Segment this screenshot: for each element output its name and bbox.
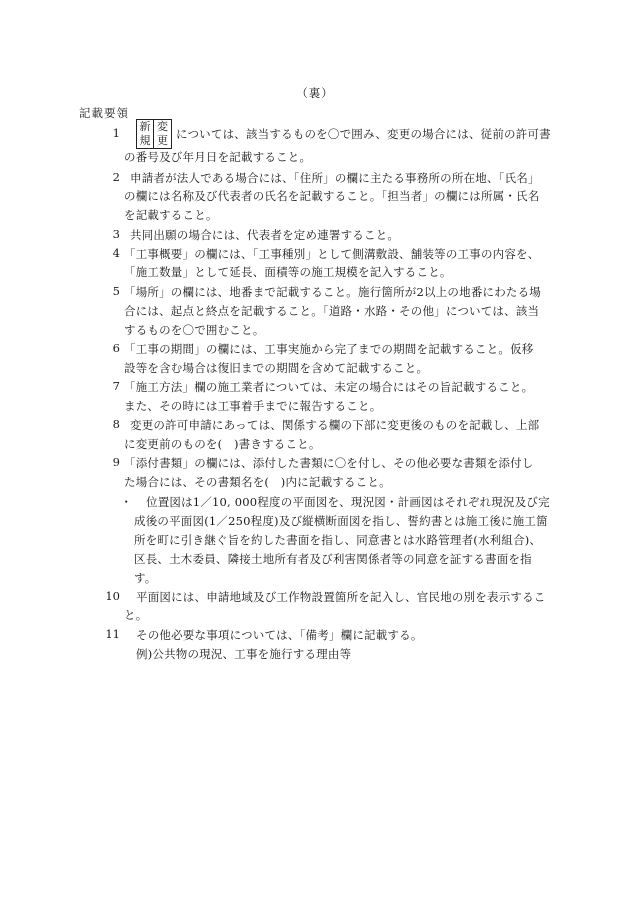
page-side-label: （裏） [296, 86, 334, 100]
item-line: に変更前のものを( )書きすること。 [124, 437, 321, 451]
item-line: 「施工数量」として延長、面積等の施工規模を記入すること。 [124, 265, 452, 279]
item-number: 5 [112, 284, 120, 298]
item-line: 平面図には、申請地域及び工作物設置箇所を記入し、官民地の別を表示するこ [136, 590, 546, 604]
item-line: また、その時には工事着手までに報告すること。 [124, 399, 382, 413]
box-cell-shin: 新 [137, 120, 154, 134]
item-line: 所を町に引き継ぐ旨を約した書面を指し、同意書とは水路管理者(水利組合)、 [134, 533, 542, 547]
item-line: す。 [134, 571, 157, 585]
item-line: 位置図は1／10, 000程度の平面図を、現況図・計画図はそれぞれ現況及び完 [146, 495, 550, 509]
item-line: その他必要な事項については、「備考」欄に記載する。 [136, 628, 423, 642]
item-line: 「場所」の欄には、地番まで記載すること。施行箇所が2以上の地番にわたる場 [124, 285, 542, 299]
item-line: 「工事の期間」の欄には、工事実施から完了までの期間を記載すること。仮移 [124, 342, 534, 356]
item-line: 変更の許可申請にあっては、関係する欄の下部に変更後のものを記載し、上部 [130, 418, 540, 432]
item-line: 成後の平面図(1／250程度)及び縦横断面図を指し、誓約書とは施工後に施工箇 [134, 514, 548, 528]
item-number: 7 [112, 379, 120, 393]
item-line: 「添付書類」の欄には、添付した書類に〇を付し、その他必要な書類を添付し [124, 456, 534, 470]
item-number: 9 [112, 455, 120, 469]
item-number: 6 [112, 341, 120, 355]
item-line: 申請者が法人である場合には、「住所」の欄に主たる事務所の所在地、「氏名」 [130, 171, 540, 185]
new-change-box [136, 119, 172, 149]
item-number: 1 [112, 126, 120, 140]
box-cell-hen: 変 [157, 120, 168, 133]
item-line: 合には、起点と終点を記載すること。「道路・水路・その他」については、該当 [124, 304, 540, 318]
item-line: については、該当するものを〇で囲み、変更の場合には、従前の許可書 [176, 127, 551, 141]
item-number: 4 [112, 246, 120, 260]
item-number: 8 [112, 417, 120, 431]
item-line: た場合には、その書類名を( )内に記載すること。 [124, 475, 391, 489]
item-line: 「施工方法」欄の施工業者については、未定の場合にはその旨記載すること。 [124, 380, 534, 394]
bullet-mark: ・ [120, 495, 132, 509]
item-line: 区長、土木委員、隣接土地所有者及び利害関係者等の同意を証する書面を指 [134, 552, 532, 566]
item-line: 「工事概要」の欄には、「工事種別」として側溝敷設、舗装等の工事の内容を、 [124, 247, 540, 261]
item-line: 設等を含む場合は復旧までの期間を含めて記載すること。 [124, 361, 429, 375]
item-line: 共同出願の場合には、代表者を定め連署すること。 [130, 228, 400, 242]
box-cell-ki: 規 [137, 134, 154, 148]
item-line: 例)公共物の現況、工事を施行する理由等 [136, 647, 352, 661]
box-cell-kou: 更 [157, 134, 168, 147]
item-line: の欄には名称及び代表者の氏名を記載すること。「担当者」の欄には所属・氏名 [124, 189, 540, 203]
item-number: 3 [112, 227, 120, 241]
item-number: 2 [112, 170, 120, 184]
item-line: するものを〇で囲むこと。 [124, 323, 265, 337]
item-line: の番号及び年月日を記載すること。 [124, 150, 312, 164]
item-line: と。 [124, 608, 148, 622]
item-number: 10 [105, 589, 120, 603]
section-title: 記載要領 [79, 106, 129, 120]
item-number: 11 [105, 627, 120, 641]
item-line: を記載すること。 [124, 208, 218, 222]
